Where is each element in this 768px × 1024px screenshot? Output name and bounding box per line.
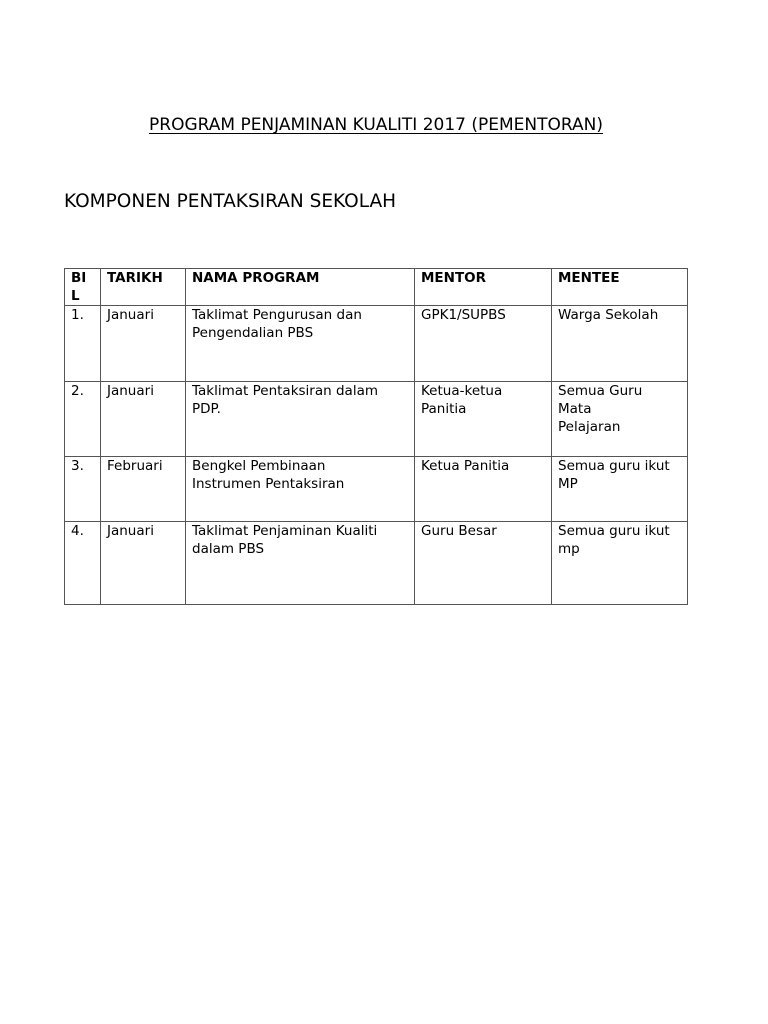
cell-mentee: Semua guru ikut MP [552,457,688,522]
cell-mentee: Warga Sekolah [552,306,688,382]
cell-mentor: Ketua Panitia [415,457,552,522]
document-title: PROGRAM PENJAMINAN KUALITI 2017 (PEMENTORAN) [149,115,603,135]
cell-tarikh: Januari [101,306,186,382]
cell-mentee: Semua Guru Mata Pelajaran [552,382,688,457]
cell-nama-program: Taklimat Pengurusan dan Pengendalian PBS [186,306,415,382]
cell-mentor: Ketua-ketua Panitia [415,382,552,457]
table-row [65,306,688,382]
cell-bil: 1. [65,306,101,382]
program-table [64,268,688,605]
cell-nama-program: Taklimat Pentaksiran dalam PDP. [186,382,415,457]
table-row [65,382,688,457]
cell-tarikh: Januari [101,522,186,605]
table-body [65,306,688,605]
cell-tarikh: Februari [101,457,186,522]
header-tarikh: TARIKH [101,269,186,306]
cell-bil: 3. [65,457,101,522]
cell-mentor: Guru Besar [415,522,552,605]
cell-bil: 2. [65,382,101,457]
section-heading: KOMPONEN PENTAKSIRAN SEKOLAH [64,191,397,212]
header-mentor: MENTOR [415,269,552,306]
cell-tarikh: Januari [101,382,186,457]
cell-nama-program: Taklimat Penjaminan Kualiti dalam PBS [186,522,415,605]
table-header [65,269,688,306]
header-row [65,269,688,306]
header-nama-program: NAMA PROGRAM [186,269,415,306]
cell-nama-program: Bengkel Pembinaan Instrumen Pentaksiran [186,457,415,522]
table-row [65,457,688,522]
cell-bil: 4. [65,522,101,605]
header-bil: BIL [65,269,101,306]
cell-mentee: Semua guru ikut mp [552,522,688,605]
header-mentee: MENTEE [552,269,688,306]
cell-mentor: GPK1/SUPBS [415,306,552,382]
table-row [65,522,688,605]
